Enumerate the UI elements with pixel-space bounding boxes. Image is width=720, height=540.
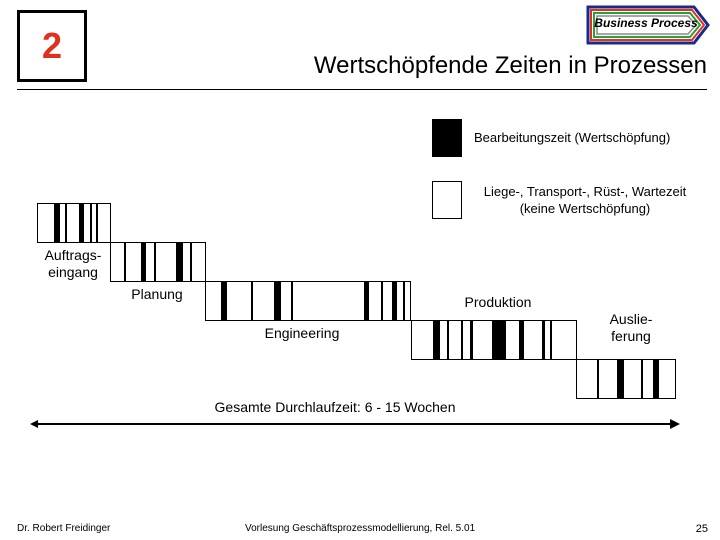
phase-label-auftragseingang-line2: eingang xyxy=(48,264,98,280)
phase-label-produktion: Produktion xyxy=(464,294,532,310)
timeline-engineering xyxy=(205,281,411,321)
phase-label-auslieferung xyxy=(600,311,662,345)
stripe xyxy=(190,243,192,281)
phase-label-planung: Planung xyxy=(131,286,183,302)
stripe xyxy=(461,321,463,359)
chapter-number: 2 xyxy=(41,25,63,66)
stripe xyxy=(641,360,643,398)
stripe xyxy=(154,243,156,281)
timeline-auftragseingang xyxy=(37,203,111,243)
stripe xyxy=(90,204,92,242)
stripe xyxy=(251,282,253,320)
legend-value-adding-label: Bearbeitungszeit (Wertschöpfung) xyxy=(474,130,671,145)
phase-label-auftragseingang xyxy=(42,247,104,281)
total-lead-time-label: Gesamte Durchlaufzeit: 6 - 15 Wochen xyxy=(214,399,456,415)
header-divider xyxy=(17,89,707,90)
legend-non-value-adding-line2: (keine Wertschöpfung) xyxy=(519,201,651,216)
phase-label-engineering: Engineering xyxy=(264,325,340,341)
phase-label-auftragseingang-line1: Auftrags- xyxy=(44,247,102,263)
stripe xyxy=(274,282,281,320)
page-title: Wertschöpfende Zeiten in Prozessen xyxy=(313,52,707,79)
stripe xyxy=(364,282,369,320)
stripe xyxy=(96,204,98,242)
stripe xyxy=(176,243,183,281)
phase-label-auslieferung-line1: Auslie- xyxy=(609,311,653,327)
stripe xyxy=(597,360,599,398)
stripe xyxy=(65,204,67,242)
legend-value-adding-swatch xyxy=(432,119,462,157)
stripe xyxy=(381,282,383,320)
footer-course: Vorlesung Geschäftsprozessmodellierung, Rel. 5.01 xyxy=(245,523,476,534)
stripe xyxy=(221,282,227,320)
stripe xyxy=(492,321,506,359)
stripe xyxy=(392,282,397,320)
stripe xyxy=(433,321,440,359)
stripe xyxy=(447,321,449,359)
stripe xyxy=(79,204,84,242)
phase-label-auslieferung-line2: ferung xyxy=(611,328,651,344)
stripe xyxy=(141,243,146,281)
stripe xyxy=(617,360,624,398)
page-number: 25 xyxy=(695,523,708,535)
stripe xyxy=(54,204,60,242)
stripe xyxy=(542,321,545,359)
legend-non-value-adding-swatch xyxy=(432,181,462,219)
stripe xyxy=(124,243,126,281)
timeline-planung xyxy=(110,242,206,282)
stripe xyxy=(550,321,552,359)
timeline-produktion xyxy=(411,320,577,360)
double-arrow-icon xyxy=(30,416,686,432)
stripe xyxy=(291,282,293,320)
badge-label: Business Process xyxy=(594,16,698,30)
stripe xyxy=(470,321,473,359)
timeline-auslieferung xyxy=(576,359,676,399)
stripe xyxy=(653,360,659,398)
chapter-number-box xyxy=(17,10,87,82)
legend-non-value-adding-line1: Liege-, Transport-, Rüst-, Wartezeit xyxy=(483,184,687,199)
legend-non-value-adding-label xyxy=(470,183,700,217)
footer-author: Dr. Robert Freidinger xyxy=(17,523,111,534)
stripe xyxy=(403,282,405,320)
stripe xyxy=(519,321,524,359)
